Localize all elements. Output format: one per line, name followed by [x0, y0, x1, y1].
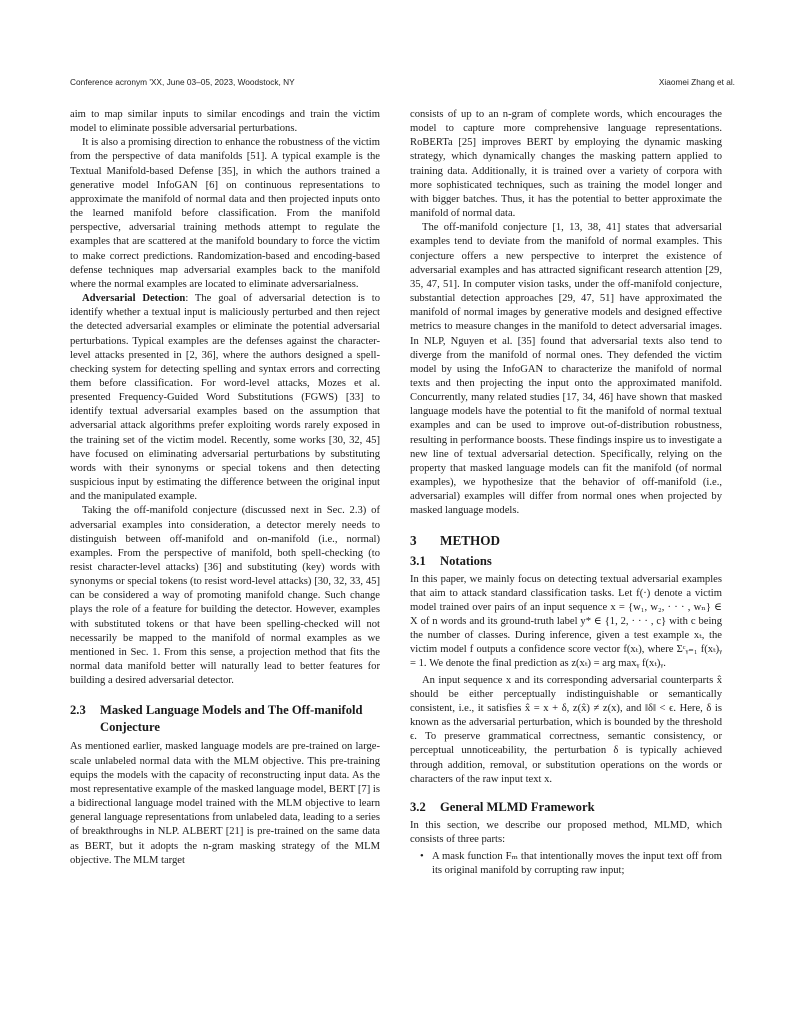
paragraph: In this section, we describe our proposed method, MLMD, which consists of three parts: — [410, 819, 722, 846]
running-header — [70, 77, 735, 91]
list-item: • A mask function Fₘ that intentionally moves the input text off from its original manifold by corrupting raw input; — [432, 850, 722, 878]
paragraph: It is also a promising direction to enhance the robustness of the victim from the perspective of data manifolds [51]. A typical example is the Textual Manifold-based Defense [35], in which the authors trained a generative model InfoGAN [6] on continuous representations to approximate the manifold of normal data and then projected inputs onto the learned manifold before classification. From the manifold perspective, adversarial training methods attempt to regulate the examples that are scattered at the manifold boundary to force the victim to make correct predictions. Randomization-based and encoding-based defense techniques map adversarial examples back to the manifold where the normal examples are located to eliminate adversarialness. — [70, 137, 380, 290]
section-heading-2-3 — [70, 702, 380, 736]
section-number: 3 — [410, 532, 417, 548]
section-number: 2.3 — [70, 703, 86, 718]
paragraph: An input sequence x and its corresponding adversarial counterparts x̂ should be either perceptually indistinguishable or semantically consistent, i.e., it satisfies x̂ = x + δ, z(x̂) ≠ z(x), and ‖δ‖ < ϵ. Here, δ is known as the adversarial perturbation, which is bounded by the threshold ϵ. To preserve grammatical correctness, semantic consistency, or perceptual unnoticeability, the perturbation δ is typically achieved through addition, removal, or substitution operations on the words or characters of the raw input text x. — [410, 674, 722, 785]
paragraph: Taking the off-manifold conjecture (discussed next in Sec. 2.3) of adversarial examples into consideration, a detector merely needs to distinguish between off-manifold and on-manifold (i.e., normal) examples. From the perspective of manifold, both spell-checking (to resist character-level attacks) [36] and substituting (key) words with synonyms or special tokens (to resist word-level attacks) [30, 32, 33, 45] can be considered a way of promoting manifold change. Such change plays the role of a feature for building the detector. However, examples with substituted tokens or that have been spelling-checked will not necessarily be mapped to the manifold of normal examples as we mentioned in Sec. 1. From this sense, a projection method that fits the normal data manifold better will naturally lead to better features for building a desired adversarial detector. — [70, 505, 380, 687]
section-heading-3-2 — [410, 799, 722, 815]
run-in-heading: Adversarial Detection — [82, 293, 186, 305]
section-number: 3.1 — [410, 553, 426, 568]
paragraph: consists of up to an n-gram of complete words, which encourages the model to capture more comprehensive language representations. RoBERTa [25] improves BERT by employing the dynamic masking strategy, which dynamically changes the masking pattern applied to training data. Additionally, it is trained over a variety of corpora with more sophisticated techniques, such as training the model longer and with bigger batches. Thus, it has the potential to better approximate the manifold of normal data. — [410, 109, 722, 220]
header-conference: Conference acronym 'XX, June 03–05, 2023, Woodstock, NY — [70, 77, 295, 87]
section-title: METHOD — [440, 532, 501, 548]
section-title: Masked Language Models and The Off-manifold Conjecture — [100, 703, 363, 735]
paragraph — [70, 292, 380, 504]
paragraph: aim to map similar inputs to similar encodings and train the victim model to eliminate possible adversarial perturbations. — [70, 109, 380, 135]
paragraph: The off-manifold conjecture [1, 13, 38, 41] states that adversarial examples tend to deviate from the manifold of normal examples. This conjecture offers a new perspective to interpret the existence of adversarial examples and has attracted significant research attention [29, 35, 47, 51]. In computer vision tasks, under the off-manifold conjecture, substantial detection approaches [29, 47, 51] have approximated the manifold of normal images by generative models and designed effective metrics to measure changes in the manifold to detect adversarial images. In NLP, Nguyen et al. [35] found that adversarial texts also tend to diverge from the manifold of normal ones. They defended the victim model by using the InfoGAN to characterize the manifold of normal texts and then projecting the input onto the approximated manifold. Concurrently, many related studies [17, 34, 46] have shown that masked language models have the potential to fit the manifold of normal textual examples and can be used to improve out-of-distribution robustness, resulting in performance boosts. These findings inspire us to investigate a new line of textual adversarial detection. Specifically, relying on the property that masked language models can fit the manifold (of normal examples), we hypothesize that the behavior of off-manifold (i.e., adversarial) examples will differ from normal ones when projected by masked language models. — [410, 222, 722, 517]
component-list — [410, 850, 722, 878]
header-authors: Xiaomei Zhang et al. — [658, 77, 735, 87]
right-column — [410, 108, 722, 879]
section-heading-3 — [410, 533, 722, 549]
section-number: 3.2 — [410, 799, 426, 814]
paragraph: As mentioned earlier, masked language models are pre-trained on large-scale unlabeled normal data with the MLM objective. This pre-training equips the models with the capacity of reconstructing input data. As the most representative example of the masked language model, BERT [7] is a bidirectional language model trained with the MLM objective to learn general language representations from unlabeled data, leading to a series of breakthroughs in NLP. ALBERT [21] is pre-trained on the same data as BERT, but it adopts the n-gram masking strategy of the MLM objective. The MLM target — [70, 741, 380, 866]
section-title: General MLMD Framework — [440, 799, 595, 814]
section-heading-3-1 — [410, 553, 722, 569]
paragraph-text: : The goal of adversarial detection is to identify whether a textual input is maliciously perturbed and then reject the detected adversarial examples or eliminate the potential adversarial perturbations. Typical examples are the defenses against the character-level attacks presented in [2, 36], where the authors designed a spell-checking system for detecting spelling and syntax errors and correcting them before classification. For word-level attacks, Mozes et al. presented Frequency-Guided Word Substitutions (FGWS) [33] to identify textual adversarial examples based on the assumption that adversarial attack algorithms prefer exploiting words rarely exposed in the training set of the victim model. Recently, some works [30, 32, 45] have focused on eliminating adversarial perturbations by substituting words with their synonyms or special tokens and then detecting suspicious input by estimating the difference between the original input and the manipulated example. — [70, 293, 380, 503]
paragraph: In this paper, we mainly focus on detecting textual adversarial examples that aim to attack standard classification tasks. Let f(·) denote a victim model trained over pairs of an input sequence x = {w₁, w₂, · · · , wₙ} ∈ X of n words and its ground-truth label y* ∈ {1, 2, · · · , c} with c being the number of classes. During inference, given a test example xₜ, the victim model f outputs a confidence score vector f(xₜ), where Σᶜᵧ₌₁ f(xₜ)ᵧ = 1. We denote the final prediction as z(xₜ) = arg maxᵧ f(xₜ)ᵧ. — [410, 573, 722, 670]
section-title: Notations — [440, 553, 492, 568]
left-column — [70, 108, 380, 868]
